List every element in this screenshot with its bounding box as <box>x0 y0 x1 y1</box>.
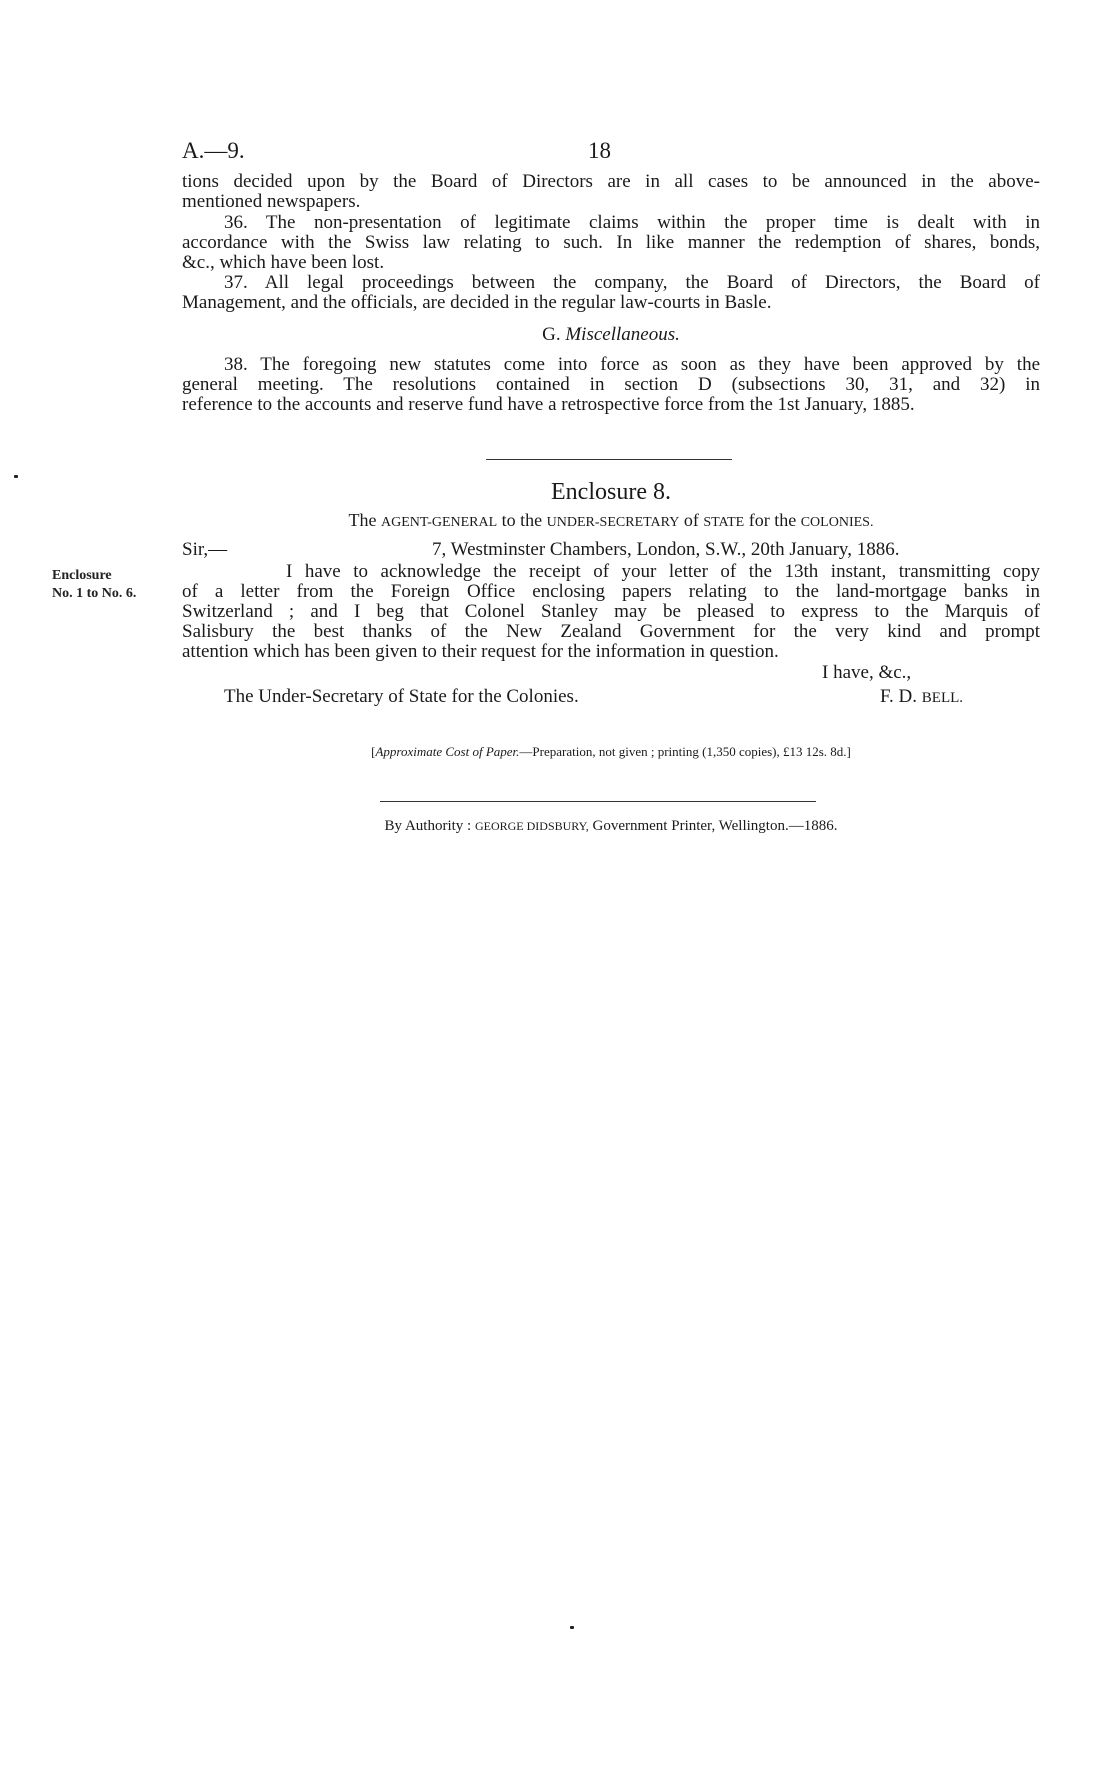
footer-divider <box>380 801 816 802</box>
caption-word: for the <box>748 510 797 530</box>
section-letter: G. <box>542 324 561 345</box>
text-line: Switzerland ; and I beg that Colonel Stanley may be pleased to express to the Marquis of <box>182 601 1040 622</box>
authority-suffix: Government Printer, Wellington.—1886. <box>592 818 838 834</box>
cost-label: Approximate Cost of Paper. <box>375 744 520 759</box>
caption-word: to the <box>501 510 543 530</box>
document-reference: A.—9. <box>182 138 245 163</box>
text-line: general meeting. The resolutions contained in section D (subsections 30, 31, and 32) in <box>182 374 1040 395</box>
caption-sender: AGENT-GENERAL <box>381 515 498 530</box>
caption-word: of <box>683 510 699 530</box>
letter-body <box>182 562 1040 662</box>
text-line: accordance with the Swiss law relating to such. In like manner the redemption of shares, bonds, <box>182 232 1040 253</box>
enclosure-caption <box>182 510 1040 533</box>
text-line: tions decided upon by the Board of Directors are in all cases to be announced in the above- <box>182 171 1040 192</box>
signature <box>880 687 963 708</box>
printer-authority <box>182 818 1040 835</box>
authority-prefix: By Authority : <box>384 818 472 834</box>
text-line: 36. The non-presentation of legitimate claims within the proper time is dealt with in <box>224 212 1040 233</box>
text-line: Salisbury the best thanks of the New Zealand Government for the very kind and prompt <box>182 621 1040 642</box>
text-line: 38. The foregoing new statutes come into force as soon as they have been approved by the <box>224 354 1040 375</box>
paragraph-36 <box>182 213 1040 273</box>
continuation-paragraph <box>182 172 1040 212</box>
caption-colonies: COLONIES. <box>800 515 874 530</box>
caption-word: The <box>348 510 377 530</box>
enclosure-heading: Enclosure 8. <box>551 479 671 505</box>
sender-address: 7, Westminster Chambers, London, S.W., 20th January, 1886. <box>432 539 900 560</box>
text-line: mentioned newspapers. <box>182 191 361 212</box>
paragraph-37 <box>182 273 1040 313</box>
cost-text: —Preparation, not given ; printing (1,350 copies), £13 12s. 8d.] <box>519 744 851 759</box>
scan-speck <box>14 475 18 478</box>
section-title: Miscellaneous. <box>565 324 680 345</box>
margin-note-line: Enclosure <box>52 568 112 583</box>
salutation: Sir,— <box>182 539 228 560</box>
text-line: Management, and the officials, are decided in the regular law-courts in Basle. <box>182 292 772 313</box>
section-divider <box>486 459 732 460</box>
text-line: &c., which have been lost. <box>182 252 385 273</box>
text-line: attention which has been given to their request for the information in question. <box>182 641 779 662</box>
cost-of-paper-note <box>182 744 1040 760</box>
text-line: I have to acknowledge the receipt of your letter of the 13th instant, transmitting copy <box>286 561 1040 582</box>
page-number: 18 <box>588 138 611 163</box>
scan-speck <box>570 1626 574 1629</box>
text-line: 37. All legal proceedings between the company, the Board of Directors, the Board of <box>224 272 1040 293</box>
closing-phrase: I have, &c., <box>822 662 912 683</box>
paragraph-38 <box>182 355 1040 415</box>
signature-surname: BELL. <box>921 690 964 706</box>
addressee: The Under-Secretary of State for the Colonies. <box>224 686 579 707</box>
margin-note <box>52 567 136 603</box>
text-line: reference to the accounts and reserve fund have a retrospective force from the 1st January, 1885. <box>182 394 915 415</box>
text-line: of a letter from the Foreign Office enclosing papers relating to the land-mortgage banks in <box>182 581 1040 602</box>
cost-bracket: [ <box>371 744 376 759</box>
caption-recipient: UNDER-SECRETARY <box>546 515 680 530</box>
printer-name: GEORGE DIDSBURY, <box>474 819 589 833</box>
margin-note-line: No. 1 to No. 6. <box>52 586 137 601</box>
caption-state: STATE <box>703 515 745 530</box>
signature-initials: F. D. <box>880 686 918 707</box>
section-heading <box>182 325 1040 345</box>
